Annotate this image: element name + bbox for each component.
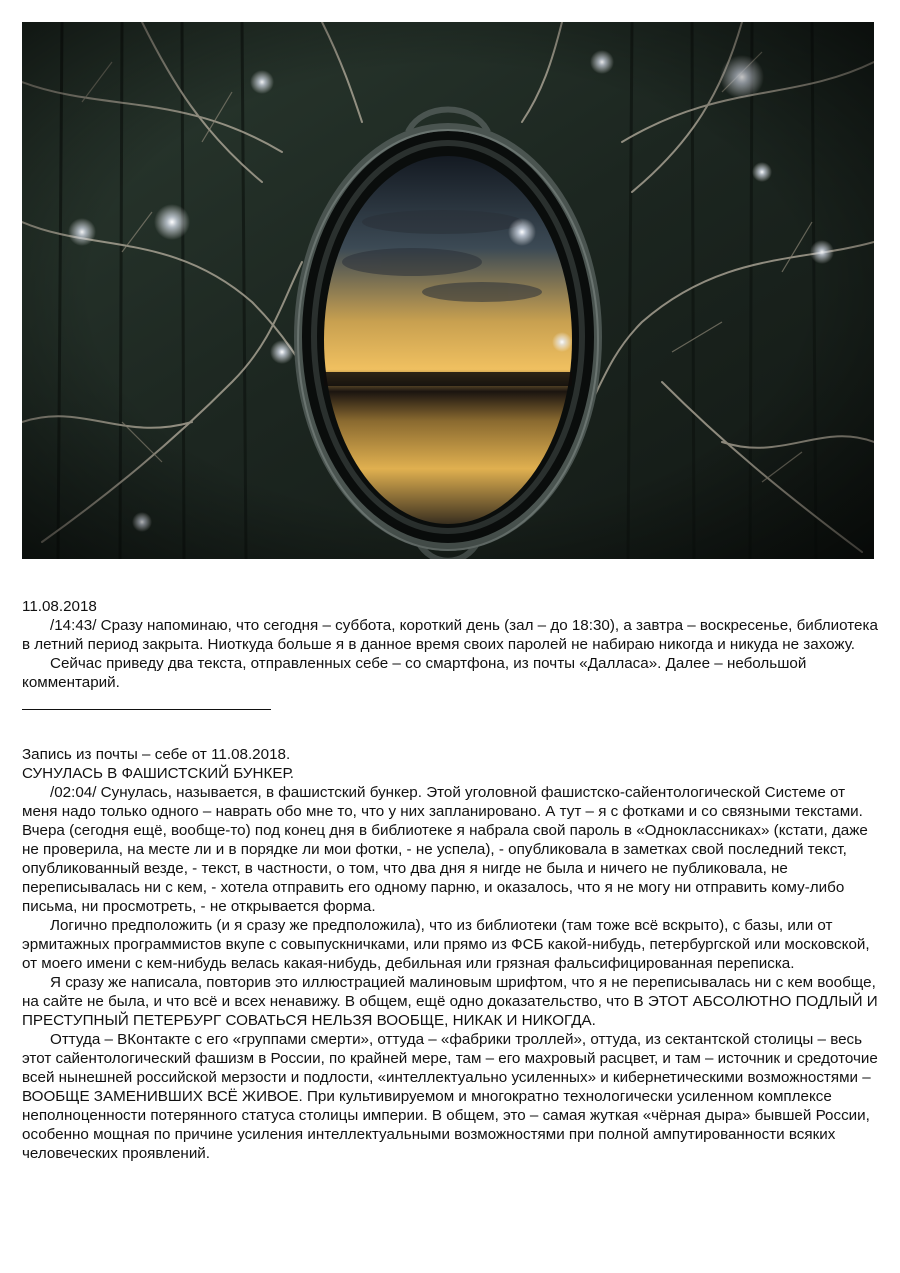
letter-paragraph-4: Оттуда – ВКонтакте с его «группами смерти», оттуда – «фабрики троллей», оттуда, из сектантской столицы – весь этот сайентологический фашизм в России, по крайней мере, там – его махровый расцвет, и там – источник и средоточие всей нынешней российской мерзости и подлости, «интеллектуально усиленных» и кибернетическими возможностями – ВООБЩЕ ЗАМЕНИВШИХ ВСЁ ЖИВОЕ. При культивируемом и многократно технологически усиленном комплексе неполноценности потерянного статуса столицы империи. В общем, это – самая жуткая «чёрная дыра» бывшей России, особенно мощная по причине усиления интеллектуальными возможностями при полной ампутированности всяких человеческих проявлений.: [22, 1031, 878, 1162]
header-image: [22, 22, 874, 559]
entry-date: 11.08.2018: [22, 598, 97, 615]
separator-line: [22, 709, 271, 710]
entry-paragraph-2: Сейчас приведу два текста, отправленных себе – со смартфона, из почты «Далласа». Далее – небольшой комментарий.: [22, 655, 807, 691]
letter-header: Запись из почты – себе от 11.08.2018.: [22, 746, 291, 763]
entry-paragraph-1: /14:43/ Сразу напоминаю, что сегодня – суббота, короткий день (зал – до 18:30), а завтра – воскресенье, библиотека в летний период закрыта. Ниоткуда больше я в данное время своих паролей не набираю никогда и никуда не захожу.: [22, 617, 878, 653]
letter-title: СУНУЛАСЬ В ФАШИСТСКИЙ БУНКЕР.: [22, 765, 294, 782]
letter-paragraph-1: /02:04/ Сунулась, называется, в фашистский бункер. Этой уголовной фашистско-сайентологической Системе от меня надо только одного – наврать обо мне то, что у них запланировано. А тут – я с фотками и со связными текстами. Вчера (сегодня ещё, вообще-то) под конец дня в библиотеке я набрала свой пароль в «Одноклассниках» (кстати, даже не проверила, на месте ли и в порядке ли мои фотки, - не успела), - опубликовала в заметках свой последний текст, опубликованный везде, - текст, в частности, о том, что два дня я нигде не была и ничего не публиковала, не переписывалась ни с кем, - хотела отправить его одному парню, и оказалось, что я не могу ни отправить кому-либо письма, ни просмотреть, - не открывается форма.: [22, 784, 868, 915]
letter-paragraph-2: Логично предположить (и я сразу же предположила), что из библиотеки (там тоже всё вскрыто), с базы, или от эрмитажных программистов вкупе с совыпускничками, или прямо из ФСБ какой-нибудь, петербургской или московской, от моего имени с кем-нибудь велась какая-нибудь, дебильная или грязная фальсифицированная переписка.: [22, 917, 870, 972]
magic-mirror-forest-image: [22, 22, 874, 559]
letter-paragraph-3: Я сразу же написала, повторив это иллюстрацией малиновым шрифтом, что я не переписывалась ни с кем вообще, на сайте не была, и что всё и всех ненавижу. В общем, ещё одно доказательство, что В ЭТОТ АБСОЛЮТНО ПОДЛЫЙ И ПРЕСТУПНЫЙ ПЕТЕРБУРГ СОВАТЬСЯ НЕЛЬЗЯ ВООБЩЕ, НИКАК И НИКОГДА.: [22, 974, 878, 1029]
article-text: [22, 597, 878, 1163]
spacer: [22, 727, 878, 745]
